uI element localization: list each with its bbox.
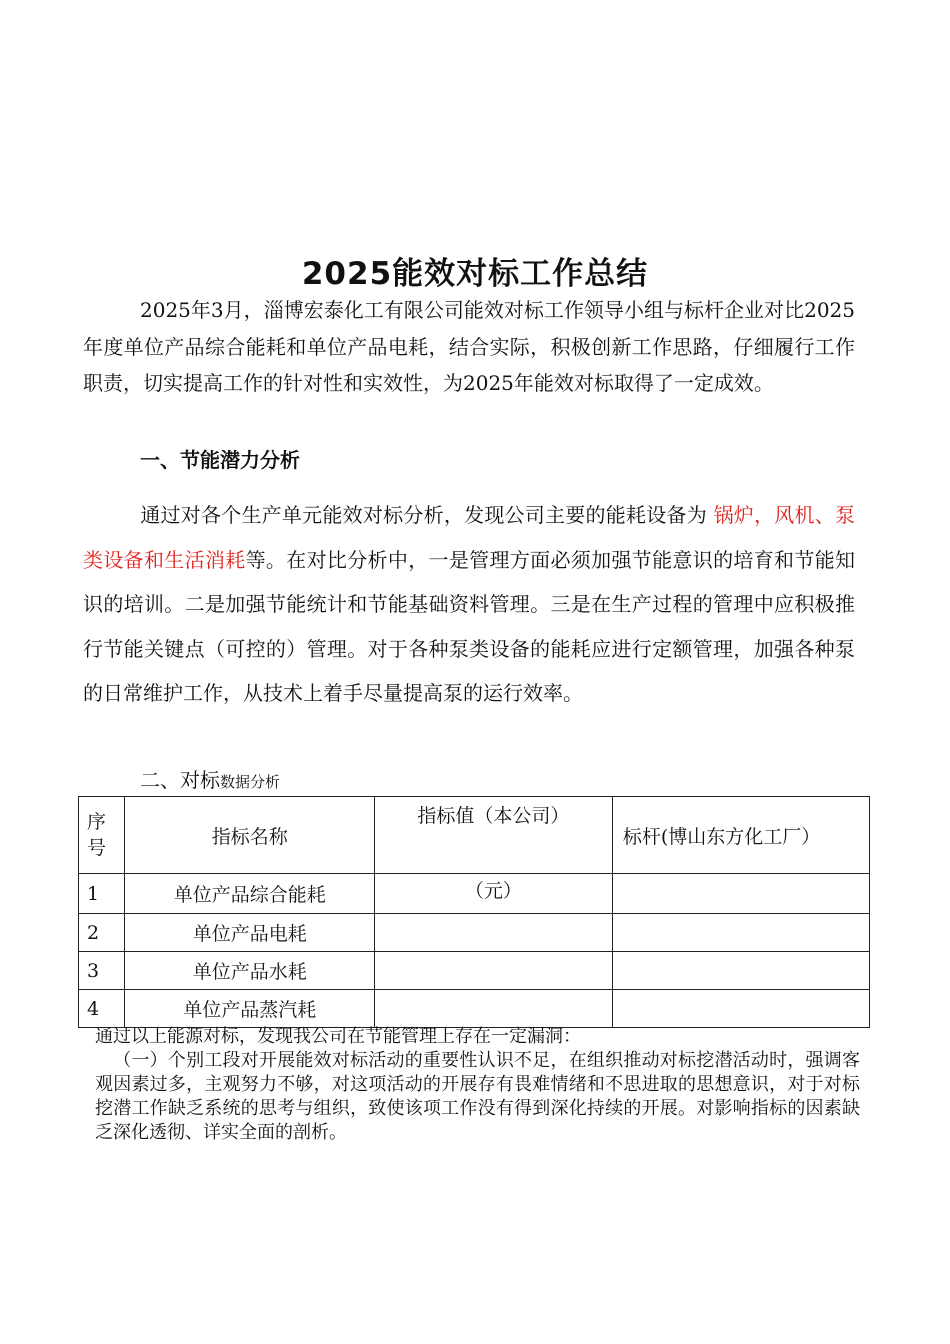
cell-name: 单位产品蒸汽耗 [125, 990, 375, 1028]
section-1-paragraph [83, 493, 855, 716]
cell-benchmark [612, 914, 869, 952]
benchmark-table [78, 796, 870, 1028]
cell-seq: 3 [79, 952, 125, 990]
section-1-text-before: 通过对各个生产单元能效对标分析，发现公司主要的能耗设备为 [140, 503, 714, 527]
cell-name: 单位产品电耗 [125, 914, 375, 952]
cell-benchmark [612, 952, 869, 990]
header-value: 指标值（本公司） [374, 797, 612, 874]
cell-benchmark [612, 990, 869, 1028]
cell-value [374, 952, 612, 990]
cell-value [374, 990, 612, 1028]
intro-text: 2025年3月，淄博宏泰化工有限公司能效对标工作领导小组与标杆企业对比2025年度单位产品综合能耗和单位产品电耗，结合实际，积极创新工作思路，仔细履行工作职责，切实提高工作的针对性和实效性，为2025年能效对标取得了一定成效。 [83, 298, 855, 395]
section-2-heading-small: 数据分析 [220, 773, 281, 791]
table-row [79, 914, 870, 952]
section-1-heading: 一、节能潜力分析 [140, 448, 300, 472]
header-name: 指标名称 [125, 797, 375, 874]
table-row [79, 874, 870, 914]
cell-seq: 2 [79, 914, 125, 952]
cell-value: （元） [374, 874, 612, 914]
header-benchmark: 标杆(博山东方化工厂） [612, 797, 869, 874]
page-title: 2025能效对标工作总结 [301, 256, 649, 292]
cell-seq: 4 [79, 990, 125, 1028]
header-seq: 序号 [79, 797, 125, 874]
cell-benchmark [612, 874, 869, 914]
conclusion-paragraph [95, 1025, 860, 1145]
section-2-heading [140, 765, 280, 797]
cell-name: 单位产品水耗 [125, 952, 375, 990]
table-row [79, 990, 870, 1028]
cell-value [374, 914, 612, 952]
table-row [79, 952, 870, 990]
conclusion-lead: 通过以上能源对标，发现我公司在节能管理上存在一定漏洞： [95, 1026, 581, 1047]
cell-seq: 1 [79, 874, 125, 914]
conclusion-item-1: （一）个别工段对开展能效对标活动的重要性认识不足，在组织推动对标挖潜活动时，强调客观因素过多，主观努力不够，对这项活动的开展存有畏难情绪和不思进取的思想意识，对于对标挖潜工作缺乏系统的思考与组织，致使该项工作没有得到深化持续的开展。对影响指标的因素缺乏深化透彻、详实全面的剖析。 [95, 1050, 860, 1143]
section-1-highlight: 锅炉，风机、泵类设备和生活消耗 [83, 503, 856, 572]
cell-name: 单位产品综合能耗 [125, 874, 375, 914]
intro-paragraph [83, 292, 855, 402]
section-1-text-after: 等。在对比分析中，一是管理方面必须加强节能意识的培育和节能知识的培训。二是加强节能统计和节能基础资料管理。三是在生产过程的管理中应积极推行节能关键点（可控的）管理。对于各种泵类设备的能耗应进行定额管理，加强各种泵的日常维护工作，从技术上着手尽量提高泵的运行效率。 [83, 547, 856, 705]
table-header-row [79, 797, 870, 874]
section-2-heading-main: 二、对标 [140, 768, 220, 792]
